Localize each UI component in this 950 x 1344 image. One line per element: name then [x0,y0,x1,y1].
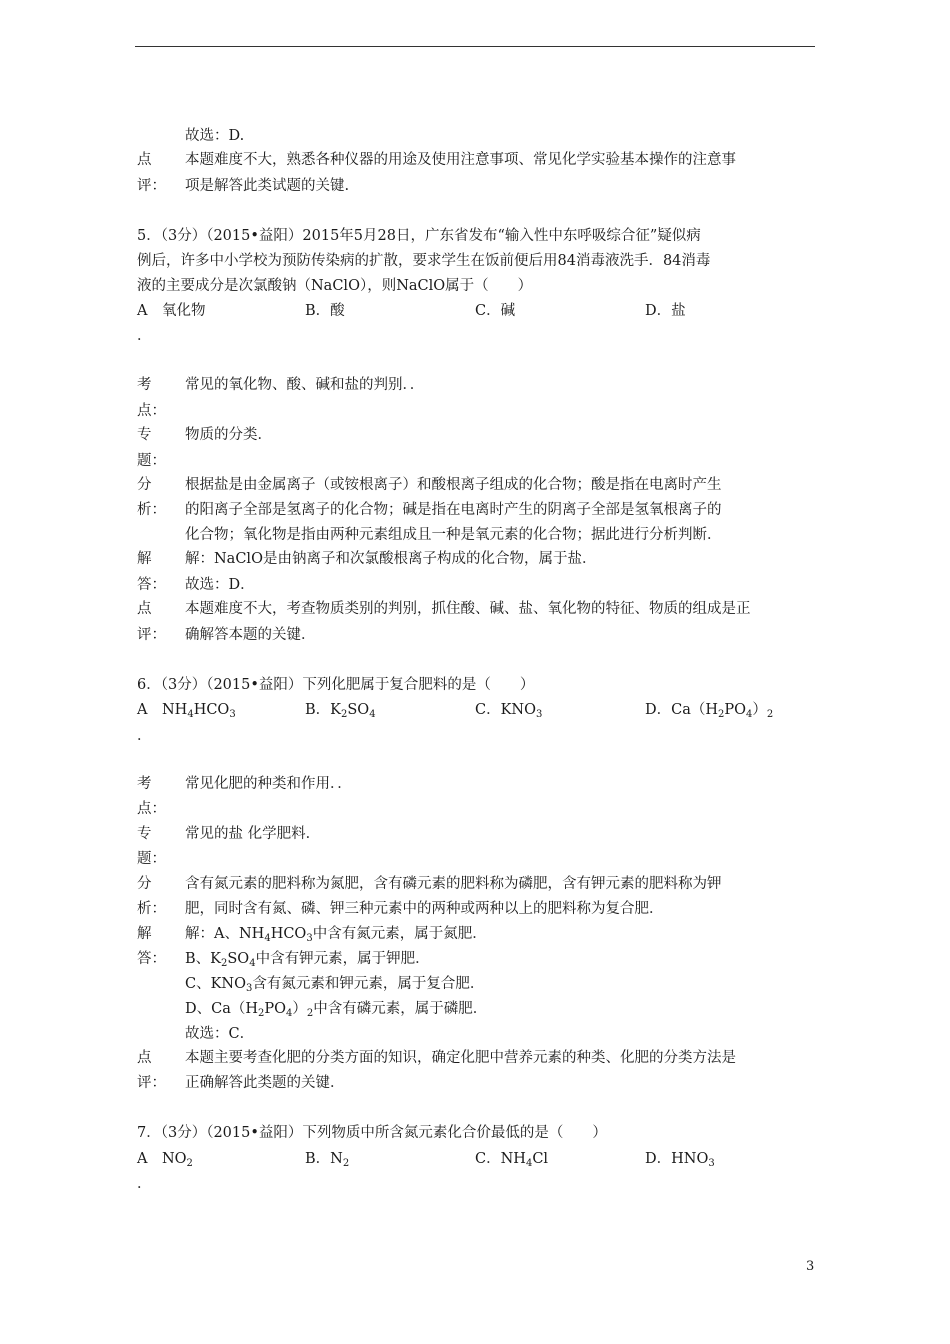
q6-dianping-label-2: 评： [137,1075,166,1091]
q6-zhuanti-label-1: 专 [137,826,152,842]
q6-dianping-label-1: 点 [137,1050,152,1066]
q6-zhuanti-label-2: 题： [137,851,166,867]
q6-option-c: C．$KNO_3$ [475,702,543,720]
q5-fenxi-line-2: 的阳离子全部是氢离子的化合物；碱是指在电离时产生的阴离子全部是氢氧根离子的 [185,502,722,518]
q5-fenxi-line-3: 化合物；氧化物是指由两种元素组成且一种是氧元素的化合物；据此进行分析判断． [185,527,722,543]
q5-zhuanti-label-1: 专 [137,427,152,443]
q7-option-dot: ． [137,1176,152,1192]
q7-option-a: A $NO_2$ [137,1151,193,1169]
q5-dianping-line-1: 本题难度不大，考查物质类别的判别，抓住酸、碱、盐、氧化物的特征、物质的组成是正 [185,601,751,617]
q6-jieda-label-1: 解 [137,926,152,942]
q5-stem-line-3: 液的主要成分是次氯酸钠（NaClO），则NaClO属于（ ） [137,278,533,294]
q4-comment-line-1: 本题难度不大，熟悉各种仪器的用途及使用注意事项、常见化学实验基本操作的注意事 [185,152,736,168]
q4-comment-label-1: 点 [137,152,152,168]
q6-zhuanti: 常见的盐 化学肥料． [185,826,321,842]
q6-jieda-line-e: 故选：C． [185,1026,255,1042]
q7-option-b: B．$N_2$ [305,1151,350,1169]
q6-jieda-line-a: 解：A、$NH_4HCO_3$中含有氮元素，属于氮肥． [185,926,487,944]
q6-option-d: D．$Ca(H_2PO_4)_2$ [645,702,774,720]
q5-dianping-label-2: 评： [137,627,166,643]
q6-jieda-line-b: B、$K_2SO_4$中含有钾元素，属于钾肥． [185,951,430,969]
q6-kaodian-label-1: 考 [137,776,152,792]
q5-stem-line-2: 例后，许多中小学校为预防传染病的扩散，要求学生在饭前便后用84消毒液洗手．84消毒 [137,253,711,269]
q6-kaodian-label-2: 点： [137,801,166,817]
q6-fenxi-line-1: 含有氮元素的肥料称为氮肥，含有磷元素的肥料称为磷肥，含有钾元素的肥料称为钾 [185,876,722,892]
q6-jieda-line-c: C、$KNO_3$含有氮元素和钾元素，属于复合肥． [185,976,485,994]
q5-dianping-line-2: 确解答本题的关键． [185,627,316,643]
q6-fenxi-label-1: 分 [137,876,152,892]
q5-fenxi-label-2: 析： [137,502,166,518]
q5-jieda-line-2: 故选：D． [185,577,255,593]
q5-option-d: D．盐 [645,303,686,319]
q6-option-b: B．$K_2SO_4$ [305,702,376,720]
q5-dianping-label-1: 点 [137,601,152,617]
q5-fenxi-label-1: 分 [137,477,152,493]
q5-kaodian: 常见的氧化物、酸、碱和盐的判别．． [185,377,425,393]
q5-option-c: C．碱 [475,303,516,319]
q6-fenxi-label-2: 析： [137,901,166,917]
q7-option-d: D．$HNO_3$ [645,1151,715,1169]
q5-option-dot: ． [137,328,152,344]
q6-option-a: A $NH_4HCO_3$ [137,702,236,720]
q5-kaodian-label-1: 考 [137,377,152,393]
q5-option-a: A 氧化物 [137,303,206,319]
page-number: 3 [806,1259,815,1274]
q5-jieda-label-1: 解 [137,551,152,567]
q7-stem: 7．（3分）（2015•益阳）下列物质中所含氮元素化合价最低的是（ ） [137,1125,607,1141]
q5-kaodian-label-2: 点： [137,403,166,419]
q6-jieda-line-d: D、$Ca(H_2PO_4)_2$中含有磷元素，属于磷肥． [185,1001,488,1019]
q5-zhuanti-label-2: 题： [137,453,166,469]
q5-jieda-line-1: 解：NaClO是由钠离子和次氯酸根离子构成的化合物，属于盐． [185,551,597,567]
q6-jieda-label-2: 答： [137,951,166,967]
q6-kaodian: 常见化肥的种类和作用．． [185,776,352,792]
q5-option-b: B．酸 [305,303,345,319]
q4-comment-line-2: 项是解答此类试题的关键. [185,178,350,194]
header-rule [135,46,815,47]
q4-comment-label-2: 评： [137,178,166,194]
q6-fenxi-line-2: 肥，同时含有氮、磷、钾三种元素中的两种或两种以上的肥料称为复合肥． [185,901,664,917]
q6-stem: 6．（3分）（2015•益阳）下列化肥属于复合肥料的是（ ） [137,677,535,693]
q5-jieda-label-2: 答： [137,577,166,593]
q6-dianping-line-2: 正确解答此类题的关键． [185,1075,345,1091]
q6-option-dot: ． [137,728,152,744]
q5-stem-line-1: 5．（3分）（2015•益阳）2015年5月28日，广东省发布“输入性中东呼吸综合征”疑似病 [137,228,701,244]
q6-dianping-line-1: 本题主要考查化肥的分类方面的知识，确定化肥中营养元素的种类、化肥的分类方法是 [185,1050,736,1066]
q7-option-c: C．$NH_4Cl$ [475,1151,549,1169]
q5-fenxi-line-1: 根据盐是由金属离子（或铵根离子）和酸根离子组成的化合物；酸是指在电离时产生 [185,477,722,493]
q4-answer: 故选：D. [185,128,245,144]
q5-zhuanti: 物质的分类． [185,427,272,443]
